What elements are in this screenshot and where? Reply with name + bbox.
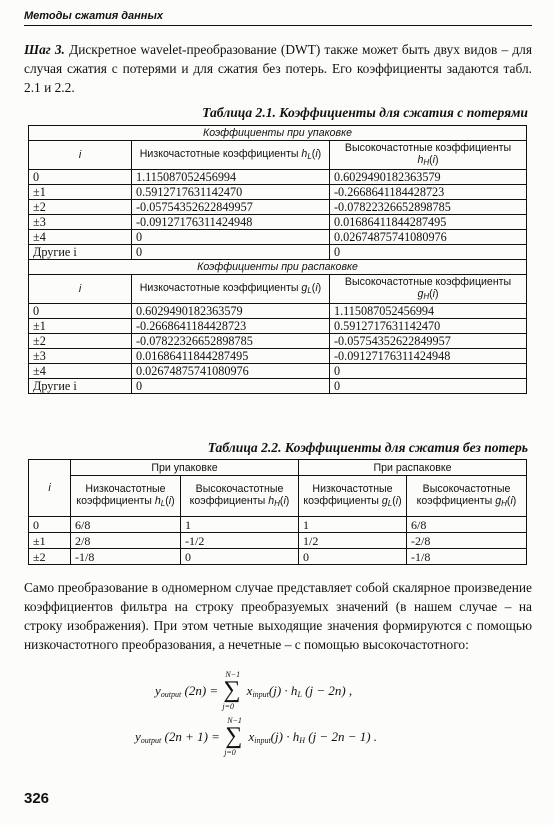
highpass-header: Высокочастотные коэффициенты $h_H(i)$ [330, 141, 527, 170]
highpass-cell: 0.5912717631142470 [330, 319, 527, 334]
table-row [29, 170, 527, 185]
highpass-cell: 0 [330, 364, 527, 379]
pack-lowpass-header-text: Низкочастотные коэффициенты [76, 482, 166, 507]
highpass-cell: 0 [330, 245, 527, 260]
formula2-x-sub: input [254, 735, 271, 745]
section-title-row [29, 126, 527, 141]
formula1-lhs: y [155, 682, 161, 698]
table2-caption: Таблица 2.2. Коэффициенты для сжатия без потерь [207, 440, 528, 455]
table-row [29, 334, 527, 349]
value-cell: 6/8 [71, 517, 181, 533]
highpass-header-sub: H [423, 291, 430, 301]
lowpass-cell: 0.02674875741080976 [132, 364, 330, 379]
index-cell: ±1 [29, 533, 71, 549]
index-cell: ±1 [29, 319, 132, 334]
table-row [29, 200, 527, 215]
col-i-header: i [29, 141, 132, 170]
pack-lowpass-header-sub: L [160, 498, 166, 508]
table-row [29, 230, 527, 245]
index-cell: 0 [29, 304, 132, 319]
value-cell: -1/8 [71, 549, 181, 565]
highpass-cell: -0.07822326652898785 [330, 200, 527, 215]
body-paragraph: Само преобразование в одномерном случае представляет собой скалярное произведение коэффициентов фильтра на строку преобразуемых значений (в нашем случае – на строку изображения). При этом четные выходящие значения формируются с помощью низкочастотного преобразования, а нечетные – с помощью высокочастотного: [24, 580, 532, 652]
col-i-header: i [29, 460, 71, 517]
formula-odd [135, 718, 377, 758]
highpass-cell: -0.05754352622849957 [330, 334, 527, 349]
lowpass-cell: 1.115087052456994 [132, 170, 330, 185]
lowpass-cell: 0.6029490182363579 [132, 304, 330, 319]
pack-highpass-header: Высокочастотные коэффициенты $h_H(i)$ [181, 476, 299, 517]
section-title: Коэффициенты при распаковке [29, 260, 527, 275]
lowpass-cell: -0.07822326652898785 [132, 334, 330, 349]
formula2-lhs-arg: (2n + 1) = [164, 728, 220, 744]
formula2-lhs-sub: output [140, 735, 162, 745]
highpass-header-text: Высокочастотные коэффициенты [344, 275, 512, 288]
unpack-highpass-header-text: Высокочастотные коэффициенты [416, 482, 511, 507]
table-row [29, 549, 527, 565]
lowpass-header-symbol: g [301, 281, 308, 294]
value-cell: 1 [181, 517, 299, 533]
formula1-tail1: (j) · h [268, 682, 298, 698]
pack-highpass-header-sub: H [274, 498, 280, 508]
lowpass-header-symbol: h [301, 147, 308, 160]
highpass-header-text: Высокочастотные коэффициенты [344, 141, 512, 154]
lowpass-header-sub: L [307, 285, 312, 295]
sum-symbol: N−1 ∑ j=0 [222, 670, 241, 711]
value-cell: 1/2 [299, 533, 407, 549]
highpass-cell: 0.6029490182363579 [330, 170, 527, 185]
lowpass-header: Низкочастотные коэффициенты $h_L(i)$ [132, 141, 330, 170]
table-row [29, 533, 527, 549]
lowpass-header: Низкочастотные коэффициенты $g_L(i)$ [132, 275, 330, 304]
index-cell: 0 [29, 170, 132, 185]
lowpass-cell: -0.2668641184428723 [132, 319, 330, 334]
formula1-x-sub: input [252, 689, 269, 699]
value-cell: 0 [181, 549, 299, 565]
index-cell: ±2 [29, 549, 71, 565]
lowpass-cell: 0 [132, 245, 330, 260]
value-cell: 1 [299, 517, 407, 533]
lowpass-header-text: Низкочастотные коэффициенты [139, 147, 299, 160]
formula2-tail2: (j − 2n − 1) . [308, 728, 378, 744]
formula1-lhs-arg: (2n) = [184, 682, 219, 698]
table1-caption: Таблица 2.1. Коэффициенты для сжатия с потерями [202, 105, 528, 120]
column-header-row [29, 476, 527, 517]
value-cell: -2/8 [407, 533, 527, 549]
formula2-lhs: y [135, 728, 141, 744]
section-title-row [29, 260, 527, 275]
index-cell: ±1 [29, 185, 132, 200]
index-cell: ±3 [29, 349, 132, 364]
index-cell: ±2 [29, 200, 132, 215]
lowpass-cell: -0.05754352622849957 [132, 200, 330, 215]
highpass-cell: 0.01686411844287495 [330, 215, 527, 230]
unpack-lowpass-header-text: Низкочастотные коэффициенты [303, 482, 393, 507]
unpack-highpass-header-sub: H [501, 498, 507, 508]
highpass-cell: -0.09127176311424948 [330, 349, 527, 364]
formula1-x: x [246, 682, 253, 698]
highpass-cell: 1.115087052456994 [330, 304, 527, 319]
table-row [29, 349, 527, 364]
formula2-sum-top: N−1 [227, 716, 242, 725]
formula2-sum-bot: j=0 [224, 748, 236, 757]
lowpass-cell: 0 [132, 379, 330, 394]
page-number: 326 [24, 790, 50, 807]
formula2-x: x [248, 728, 255, 744]
highpass-cell: 0 [330, 379, 527, 394]
lossy-coefficients-table [28, 125, 527, 394]
unpacking-group-header: При распаковке [299, 460, 527, 476]
value-cell: 2/8 [71, 533, 181, 549]
formula1-sum-bot: j=0 [222, 702, 235, 711]
index-cell: 0 [29, 517, 71, 533]
lowpass-cell: 0.01686411844287495 [132, 349, 330, 364]
index-cell: ±3 [29, 215, 132, 230]
intro-text: Дискретное wavelet-преобразование (DWT) также может быть двух видов – для случая сжатия с потерями и для сжатия без потерь. Его коэффициенты задаются табл. 2.1 и 2.2. [24, 42, 532, 95]
unpack-lowpass-header: Низкочастотные коэффициенты $g_L(i)$ [299, 476, 407, 517]
lowpass-cell: -0.09127176311424948 [132, 215, 330, 230]
table-row [29, 319, 527, 334]
lossless-coefficients-table [28, 459, 527, 565]
value-cell: 0 [299, 549, 407, 565]
highpass-header-sub: H [423, 157, 430, 167]
section-title: Коэффициенты при упаковке [29, 126, 527, 141]
formula1-lhs-sub: output [160, 689, 182, 699]
highpass-header: Высокочастотные коэффициенты $g_H(i)$ [330, 275, 527, 304]
highpass-cell: 0.02674875741080976 [330, 230, 527, 245]
lowpass-header-sub: L [307, 151, 312, 161]
table-row [29, 364, 527, 379]
formula2-tail1: (j) · h [270, 728, 300, 744]
pack-highpass-header-symbol: h [268, 494, 275, 507]
formula1-filter-sub: L [297, 689, 302, 699]
unpack-highpass-header-symbol: g [495, 494, 502, 507]
pack-highpass-header-text: Высокочастотные коэффициенты [189, 482, 284, 507]
unpack-lowpass-header-sub: L [387, 498, 393, 508]
formula2-filter-sub: H [299, 735, 305, 745]
pack-lowpass-header-symbol: h [154, 494, 161, 507]
value-cell: -1/2 [181, 533, 299, 549]
packing-group-header: При упаковке [71, 460, 299, 476]
lowpass-header-text: Низкочастотные коэффициенты [139, 281, 299, 294]
formula-even [155, 672, 352, 712]
group-header-row [29, 460, 527, 476]
column-header-row [29, 141, 527, 170]
sum-symbol: N−1 ∑ j=0 [224, 716, 243, 757]
formula1-tail2: (j − 2n) , [305, 682, 353, 698]
column-header-row [29, 275, 527, 304]
table-row [29, 185, 527, 200]
step-label: Шаг 3. [24, 42, 65, 57]
table-row [29, 245, 527, 260]
value-cell: -1/8 [407, 549, 527, 565]
index-cell: Другие i [29, 379, 132, 394]
highpass-header-symbol: g [417, 287, 424, 300]
intro-paragraph [24, 40, 532, 97]
value-cell: 6/8 [407, 517, 527, 533]
table-row [29, 304, 527, 319]
index-cell: ±4 [29, 230, 132, 245]
unpack-highpass-header: Высокочастотные коэффициенты $g_H(i)$ [407, 476, 527, 517]
table-row [29, 379, 527, 394]
table-row [29, 215, 527, 230]
lowpass-cell: 0 [132, 230, 330, 245]
highpass-header-symbol: h [417, 153, 424, 166]
highpass-cell: -0.2668641184428723 [330, 185, 527, 200]
running-header: Методы сжатия данных [24, 10, 532, 26]
col-i-header: i [29, 275, 132, 304]
index-cell: Другие i [29, 245, 132, 260]
formula1-sum-top: N−1 [225, 670, 241, 679]
pack-lowpass-header: Низкочастотные коэффициенты $h_L(i)$ [71, 476, 181, 517]
index-cell: ±4 [29, 364, 132, 379]
lowpass-cell: 0.5912717631142470 [132, 185, 330, 200]
table-row [29, 517, 527, 533]
index-cell: ±2 [29, 334, 132, 349]
unpack-lowpass-header-symbol: g [381, 494, 388, 507]
